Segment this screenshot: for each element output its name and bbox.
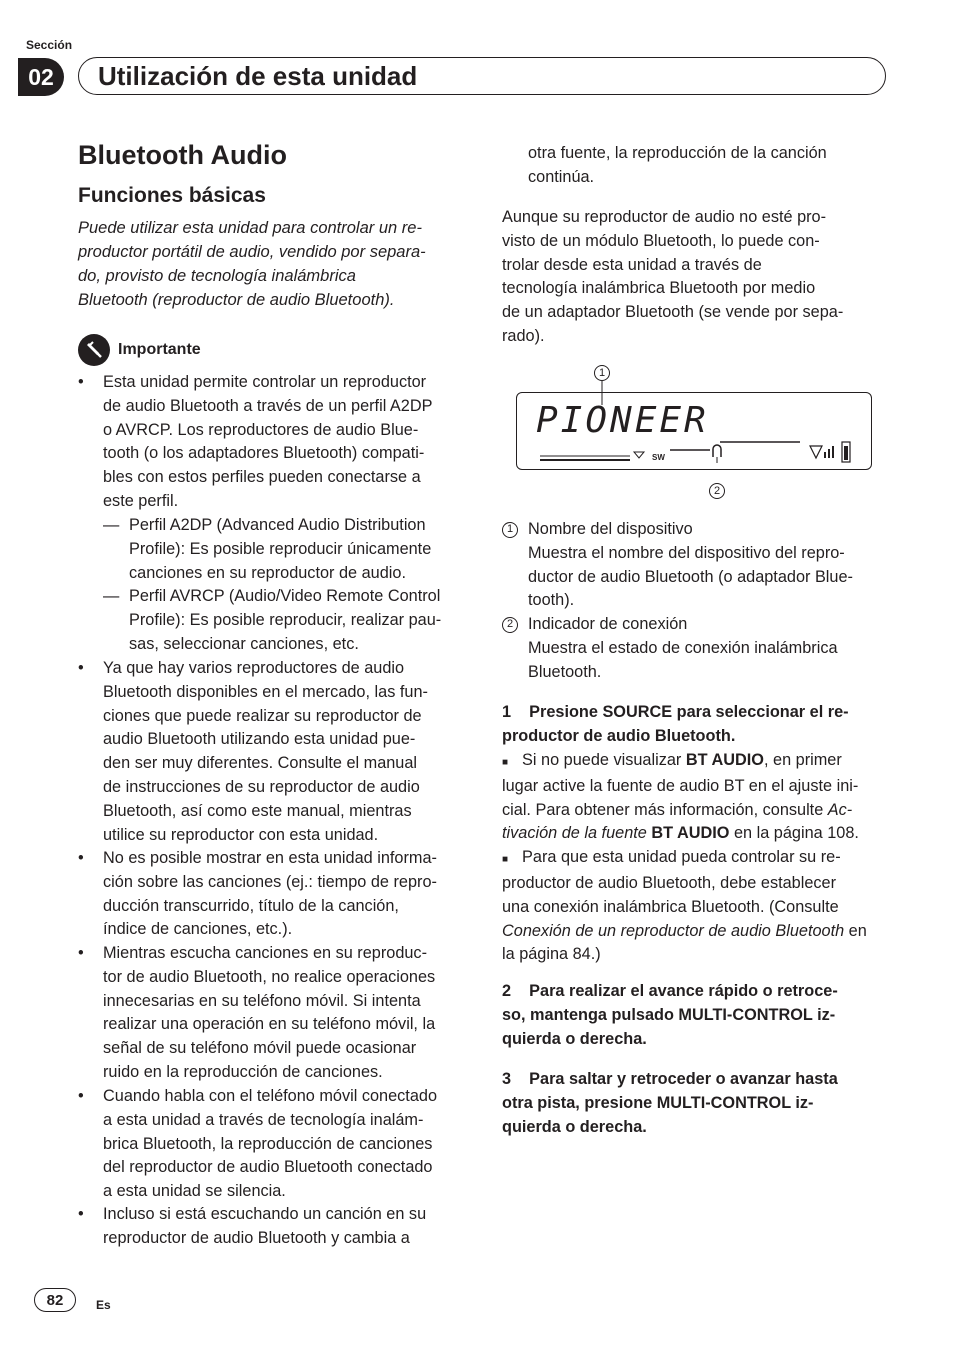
intro-line: productor portátil de audio, vendido por separa-: [78, 243, 426, 261]
continued-text: [528, 142, 908, 190]
line: audio Bluetooth utilizando esta unidad pue-: [103, 730, 416, 749]
line: rado).: [502, 326, 545, 345]
line: Ya que hay varios reproductores de audio: [103, 659, 405, 677]
line: trolar desde esta unidad a través de: [502, 255, 762, 274]
line: continúa.: [528, 167, 595, 186]
line: canciones en su reproductor de audio.: [129, 563, 406, 582]
line: o AVRCP. Los reproductores de audio Blue-: [103, 420, 419, 439]
line: 3 Para saltar y retroceder o avanzar hasta: [502, 1070, 838, 1088]
section-label: Sección: [26, 38, 73, 52]
line: Perfil AVRCP (Audio/Video Remote Control: [129, 587, 441, 605]
text: , en primer: [763, 751, 842, 769]
text: en: [844, 921, 867, 940]
line: Esta unidad permite controlar un reproductor: [103, 373, 427, 391]
connection-indicator-icon: [710, 443, 724, 463]
line: Cuando habla con el teléfono móvil conectado: [103, 1087, 437, 1105]
intro-line: do, provisto de tecnología inalámbrica: [78, 267, 356, 285]
line: ductor de audio Bluetooth (o adaptador Blue-: [528, 567, 853, 586]
line: de un adaptador Bluetooth (se vende por sepa-: [502, 303, 844, 322]
page-title: Bluetooth Audio: [78, 140, 287, 170]
callout-number: 1: [502, 522, 518, 538]
text: BT AUDIO: [685, 751, 764, 769]
line: de instrucciones de su reproductor de audio: [103, 777, 420, 796]
important-label: Importante: [118, 341, 201, 358]
section-title: Utilización de esta unidad: [98, 61, 418, 91]
line: quierda o derecha.: [502, 1029, 647, 1048]
line: realizar una operación en su teléfono móvil, la: [103, 1015, 436, 1034]
intro-line: Bluetooth (reproductor de audio Bluetooth).: [78, 291, 395, 309]
display-sw-label: SW: [652, 453, 665, 462]
line: tor de audio Bluetooth, no realice operaciones: [103, 967, 436, 986]
bullet-icon: •: [78, 1205, 84, 1223]
intro-line: Puede utilizar esta unidad para controlar un re-: [78, 219, 422, 237]
line: Muestra el estado de conexión inalámbrica: [528, 638, 838, 657]
line: señal de su teléfono móvil puede ocasionar: [103, 1039, 417, 1058]
line: ción sobre las canciones (ej.: tiempo de repro-: [103, 872, 437, 891]
line: tecnología inalámbrica Bluetooth por medio: [502, 279, 816, 298]
step-2-heading: [502, 980, 902, 1051]
line: Perfil A2DP (Advanced Audio Distribution: [129, 516, 426, 534]
section-number: 02: [18, 58, 64, 96]
important-heading: [78, 334, 201, 366]
bullet-icon: •: [78, 373, 84, 391]
line: Mientras escucha canciones en su reproduc-: [103, 944, 427, 962]
text: BT AUDIO: [651, 824, 730, 843]
line: Bluetooth, así como este manual, mientras: [103, 801, 412, 820]
line: Aunque su reproductor de audio no esté pro-: [502, 208, 827, 226]
bullet-icon: •: [78, 849, 84, 867]
line: utilice su reproductor con esta unidad.: [103, 825, 379, 844]
line: Muestra el nombre del dispositivo del repro-: [528, 543, 845, 562]
line: a esta unidad a través de tecnología inalám-: [103, 1110, 424, 1129]
line: No es posible mostrar en esta unidad informa-: [103, 849, 437, 867]
line: 2 Para realizar el avance rápido o retroce-: [502, 982, 838, 1000]
line: ruido en la reproducción de canciones.: [103, 1062, 383, 1081]
line: 1 Presione SOURCE para seleccionar el re-: [502, 703, 849, 721]
line: sas, seleccionar canciones, etc.: [129, 634, 359, 653]
text: Conexión de un reproductor de audio Bluetooth: [502, 921, 845, 940]
text: Para que esta unidad pueda controlar su re-: [522, 848, 841, 867]
dash-icon: —: [103, 516, 120, 534]
text: en la página 108.: [729, 824, 859, 843]
line: productor de audio Bluetooth.: [502, 726, 736, 745]
square-bullet-icon: ■: [502, 854, 509, 866]
display-indicators: [520, 436, 870, 468]
line: del reproductor de audio Bluetooth conectado: [103, 1158, 433, 1177]
line: Profile): Es posible reproducir, realizar pau-: [129, 610, 442, 629]
callout-item: [502, 518, 902, 613]
line: una conexión inalámbrica Bluetooth. (Consulte: [502, 897, 839, 916]
page-subtitle: Funciones básicas: [78, 184, 266, 207]
step-3-heading: [502, 1068, 902, 1139]
line: brica Bluetooth, la reproducción de canciones: [103, 1134, 433, 1153]
bullet-icon: •: [78, 944, 84, 962]
callout-title: Nombre del dispositivo: [528, 520, 693, 538]
line: ducción transcurrido, título de la canción,: [103, 896, 399, 915]
callout-item: [502, 613, 902, 685]
step-1-notes: [502, 749, 902, 967]
line: otra pista, presione MULTI-CONTROL iz-: [502, 1093, 814, 1112]
display-text: PIONEER: [536, 400, 709, 441]
line: reproductor de audio Bluetooth y cambia a: [103, 1228, 410, 1247]
text: tivación de la fuente: [502, 824, 647, 843]
callout-title: Indicador de conexión: [528, 615, 688, 633]
line: so, mantenga pulsado MULTI-CONTROL iz-: [502, 1005, 836, 1024]
callout-marker-2: 2: [709, 483, 725, 499]
language-code: Es: [96, 1298, 111, 1312]
line: Incluso si está escuchando un canción en su: [103, 1205, 427, 1223]
line: tooth (o los adaptadores Bluetooth) compati-: [103, 444, 425, 463]
square-bullet-icon: ■: [502, 757, 509, 768]
line: ciones que puede realizar su reproductor de: [103, 706, 422, 725]
line: este perfil.: [103, 491, 179, 510]
line: visto de un módulo Bluetooth, lo puede con-: [502, 231, 820, 250]
bullet-icon: •: [78, 1087, 84, 1105]
line: Bluetooth disponibles en el mercado, las fun-: [103, 682, 428, 701]
step-1-heading: [502, 701, 902, 749]
text: Si no puede visualizar: [522, 751, 686, 769]
text: cial. Para obtener más información, consulte: [502, 800, 828, 819]
line: productor de audio Bluetooth, debe establecer: [502, 873, 837, 892]
line: lugar active la fuente de audio BT en el ajuste ini-: [502, 776, 859, 795]
bullet-icon: •: [78, 659, 84, 677]
dash-icon: —: [103, 587, 120, 605]
line: innecesarias en su teléfono móvil. Si intenta: [103, 991, 421, 1010]
important-icon: [78, 334, 110, 366]
line: índice de canciones, etc.).: [103, 920, 293, 939]
line: la página 84.): [502, 945, 601, 964]
callout-marker-1: 1: [594, 365, 610, 381]
line: Bluetooth.: [528, 662, 602, 681]
line: quierda o derecha.: [502, 1117, 647, 1136]
line: a esta unidad se silencia.: [103, 1182, 286, 1201]
line: Profile): Es posible reproducir únicamente: [129, 539, 432, 558]
line: otra fuente, la reproducción de la canción: [528, 144, 827, 162]
page-number: 82: [34, 1288, 76, 1312]
line: tooth).: [528, 591, 575, 610]
line: bles con estos perfiles pueden conectarse a: [103, 468, 421, 487]
callout-number: 2: [502, 617, 518, 633]
callout-list: [502, 518, 902, 685]
intro-paragraph: [78, 216, 468, 312]
line: de audio Bluetooth a través de un perfil A2DP: [103, 396, 433, 415]
line: den ser muy diferentes. Consulte el manual: [103, 754, 418, 773]
adapter-paragraph: [502, 206, 902, 349]
text: Ac-: [827, 800, 853, 819]
